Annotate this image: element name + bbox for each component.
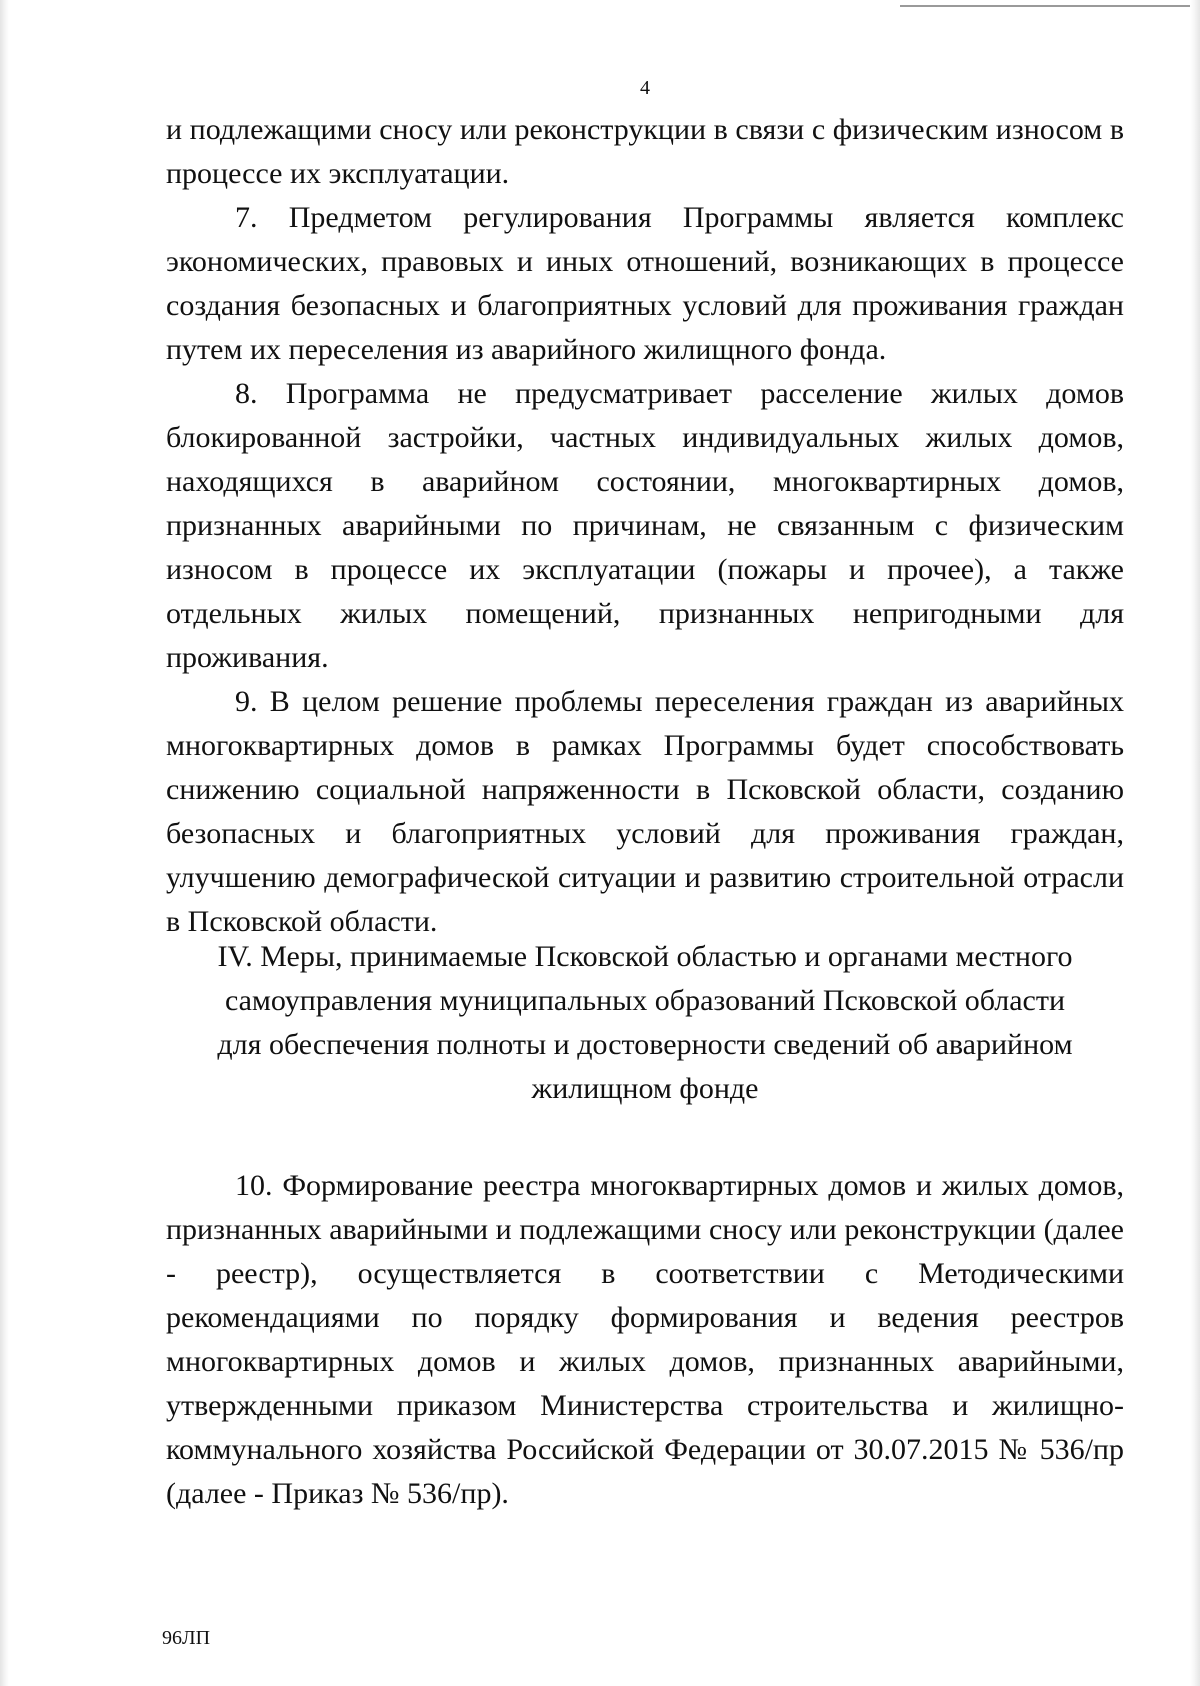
body-text-top [166, 108, 1124, 944]
paragraph-10: 10. Формирование реестра многоквартирных домов и жилых домов, признанных аварийными и подлежащими сносу или реконструкции (далее - реестр), осуществляется в соответствии с Методическими рекомендациями по порядку формирования и ведения реестров многоквартирных домов и жилых домов, признанных аварийными, утвержденными приказом Министерства строительства и жилищно-коммунального хозяйства Российской Федерации от 30.07.2015 № 536/пр (далее - Приказ № 536/пр). [166, 1169, 1124, 1510]
scan-edge-left [0, 0, 9, 1686]
section-heading-line-4: жилищном фонде [531, 1072, 759, 1105]
section-heading-line-2: самоуправления муниципальных образований Псковской области [224, 984, 1066, 1017]
section-heading-line-3: для обеспечения полноты и достоверности сведений об аварийном [217, 1028, 1073, 1061]
scan-top-line [900, 5, 1190, 7]
paragraph-continuation: и подлежащими сносу или реконструкции в связи с физическим износом в процессе их эксплуатации. [166, 113, 1124, 190]
paragraph-8: 8. Программа не предусматривает расселение жилых домов блокированной застройки, частных индивидуальных жилых домов, находящихся в аварийном состоянии, многоквартирных домов, признанных аварийными по причинам, не связанным с физическим износом в процессе их эксплуатации (пожары и прочее), а также отдельных жилых помещений, признанных непригодными для проживания. [166, 377, 1124, 674]
page-number: 4 [640, 77, 650, 99]
paragraph-9: 9. В целом решение проблемы переселения граждан из аварийных многоквартирных домов в рамках Программы будет способствовать снижению социальной напряженности в Псковской области, созданию безопасных и благоприятных условий для проживания граждан, улучшению демографической ситуации и развитию строительной отрасли в Псковской области. [166, 685, 1124, 938]
paragraph-7: 7. Предметом регулирования Программы является комплекс экономических, правовых и иных отношений, возникающих в процессе создания безопасных и благоприятных условий для проживания граждан путем их переселения из аварийного жилищного фонда. [166, 201, 1124, 366]
body-text-bottom [166, 1164, 1124, 1516]
document-code: 96ЛП [162, 1627, 211, 1649]
section-heading [166, 935, 1124, 1111]
scan-edge-right [1190, 0, 1200, 1686]
section-heading-line-1: IV. Меры, принимаемые Псковской областью и органами местного [217, 940, 1073, 973]
